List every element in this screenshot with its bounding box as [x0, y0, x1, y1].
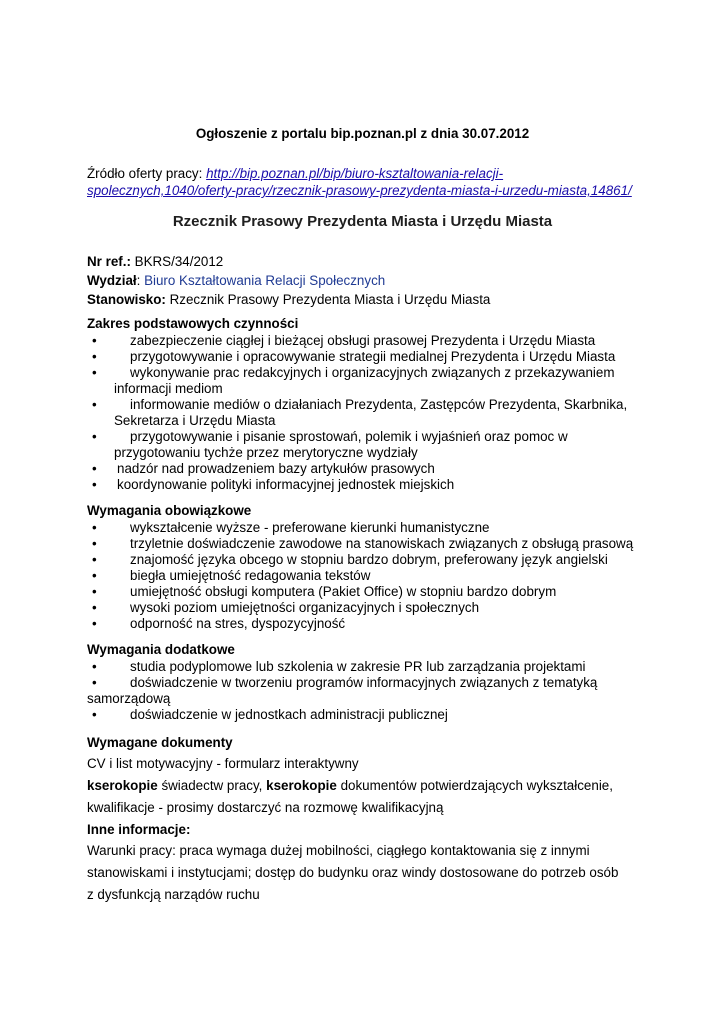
position-row: Stanowisko: Rzecznik Prasowy Prezydenta Miasta i Urzędu Miasta	[87, 292, 491, 307]
documents-line-1: CV i list motywacyjny - formularz interaktywny	[87, 756, 359, 771]
list-item: • odporność na stres, dyspozycyjność	[87, 616, 647, 632]
list-item: • przygotowywanie i opracowywanie strategii medialnej Prezydenta i Urzędu Miasta	[87, 349, 647, 365]
list-item: • biegła umiejętność redagowania tekstów	[87, 568, 647, 584]
list-item: • znajomość języka obcego w stopniu bardzo dobrym, preferowany język angielski	[87, 552, 647, 568]
department-row: Wydział: Biuro Kształtowania Relacji Społecznych	[87, 273, 386, 288]
job-source	[87, 165, 647, 199]
other-line-1: Warunki pracy: praca wymaga dużej mobilności, ciągłego kontaktowania się z innymi	[87, 843, 590, 858]
other-section	[87, 820, 647, 906]
required-title: Wymagania obowiązkowe	[87, 503, 252, 518]
list-item: • koordynowanie polityki informacyjnej jednostek miejskich	[87, 477, 647, 493]
list-item: • informowanie mediów o działaniach Prezydenta, Zastępców Prezydenta, Skarbnika, Sekretarza i Urzędu Miasta	[87, 397, 647, 429]
source-link[interactable]: http://bip.poznan.pl/bip/biuro-ksztaltowania-relacji- spolecznych,1040/oferty-pracy/rzecznik-prasowy-prezydenta-miasta-i-urzedu-miasta,14861/	[87, 166, 632, 198]
duties-title: Zakres podstawowych czynności	[87, 316, 299, 331]
job-title: Rzecznik Prasowy Prezydenta Miasta i Urzędu Miasta	[172, 213, 553, 230]
list-item: • nadzór nad prowadzeniem bazy artykułów prasowych	[87, 461, 647, 477]
additional-section	[87, 641, 647, 723]
additional-list	[87, 659, 647, 723]
duties-list	[87, 333, 647, 493]
department-value: Biuro Kształtowania Relacji Społecznych	[144, 273, 386, 288]
additional-title: Wymagania dodatkowe	[87, 642, 235, 657]
ref-value: BKRS/34/2012	[134, 254, 224, 269]
duties-section	[87, 315, 647, 493]
list-item: • wykonywanie prac redakcyjnych i organizacyjnych związanych z przekazywaniem informacji mediom	[87, 365, 647, 397]
documents-line-2: kserokopie świadectw pracy, kserokopie dokumentów potwierdzających wykształcenie,	[87, 778, 613, 793]
other-line-3: z dysfunkcją narządów ruchu	[87, 887, 260, 902]
list-item: • trzyletnie doświadczenie zawodowe na stanowiskach związanych z obsługą prasową	[87, 536, 647, 552]
list-item: • studia podyplomowe lub szkolenia w zakresie PR lub zarządzania projektami	[87, 659, 647, 675]
list-item: • doświadczenie w tworzeniu programów informacyjnych związanych z tematyką samorządową	[87, 675, 647, 707]
list-item: • umiejętność obsługi komputera (Pakiet Office) w stopniu bardzo dobrym	[87, 584, 647, 600]
announcement-header: Ogłoszenie z portalu bip.poznan.pl z dnia 30.07.2012	[195, 126, 530, 141]
list-item: • wysoki poziom umiejętności organizacyjnych i społecznych	[87, 600, 647, 616]
ref-row: Nr ref.: BKRS/34/2012	[87, 254, 224, 269]
required-section	[87, 502, 647, 632]
list-item: • doświadczenie w jednostkach administracji publicznej	[87, 707, 647, 723]
list-item: • wykształcenie wyższe - preferowane kierunki humanistyczne	[87, 520, 647, 536]
job-meta	[87, 252, 647, 309]
other-line-2: stanowiskami i instytucjami; dostęp do budynku oraz windy dostosowane do potrzeb osób	[87, 865, 619, 880]
source-label: Źródło oferty pracy:	[87, 166, 203, 181]
position-value: Rzecznik Prasowy Prezydenta Miasta i Urzędu Miasta	[169, 292, 491, 307]
list-item: • przygotowywanie i pisanie sprostowań, polemik i wyjaśnień oraz pomoc w przygotowaniu tychże przez merytoryczne wydziały	[87, 429, 647, 461]
required-list	[87, 520, 647, 632]
documents-title: Wymagane dokumenty	[87, 735, 233, 750]
other-title: Inne informacje:	[87, 822, 191, 837]
list-item: • zabezpieczenie ciągłej i bieżącej obsługi prasowej Prezydenta i Urzędu Miasta	[87, 333, 647, 349]
documents-section	[87, 733, 647, 819]
documents-line-3: kwalifikacje - prosimy dostarczyć na rozmowę kwalifikacyjną	[87, 800, 444, 815]
